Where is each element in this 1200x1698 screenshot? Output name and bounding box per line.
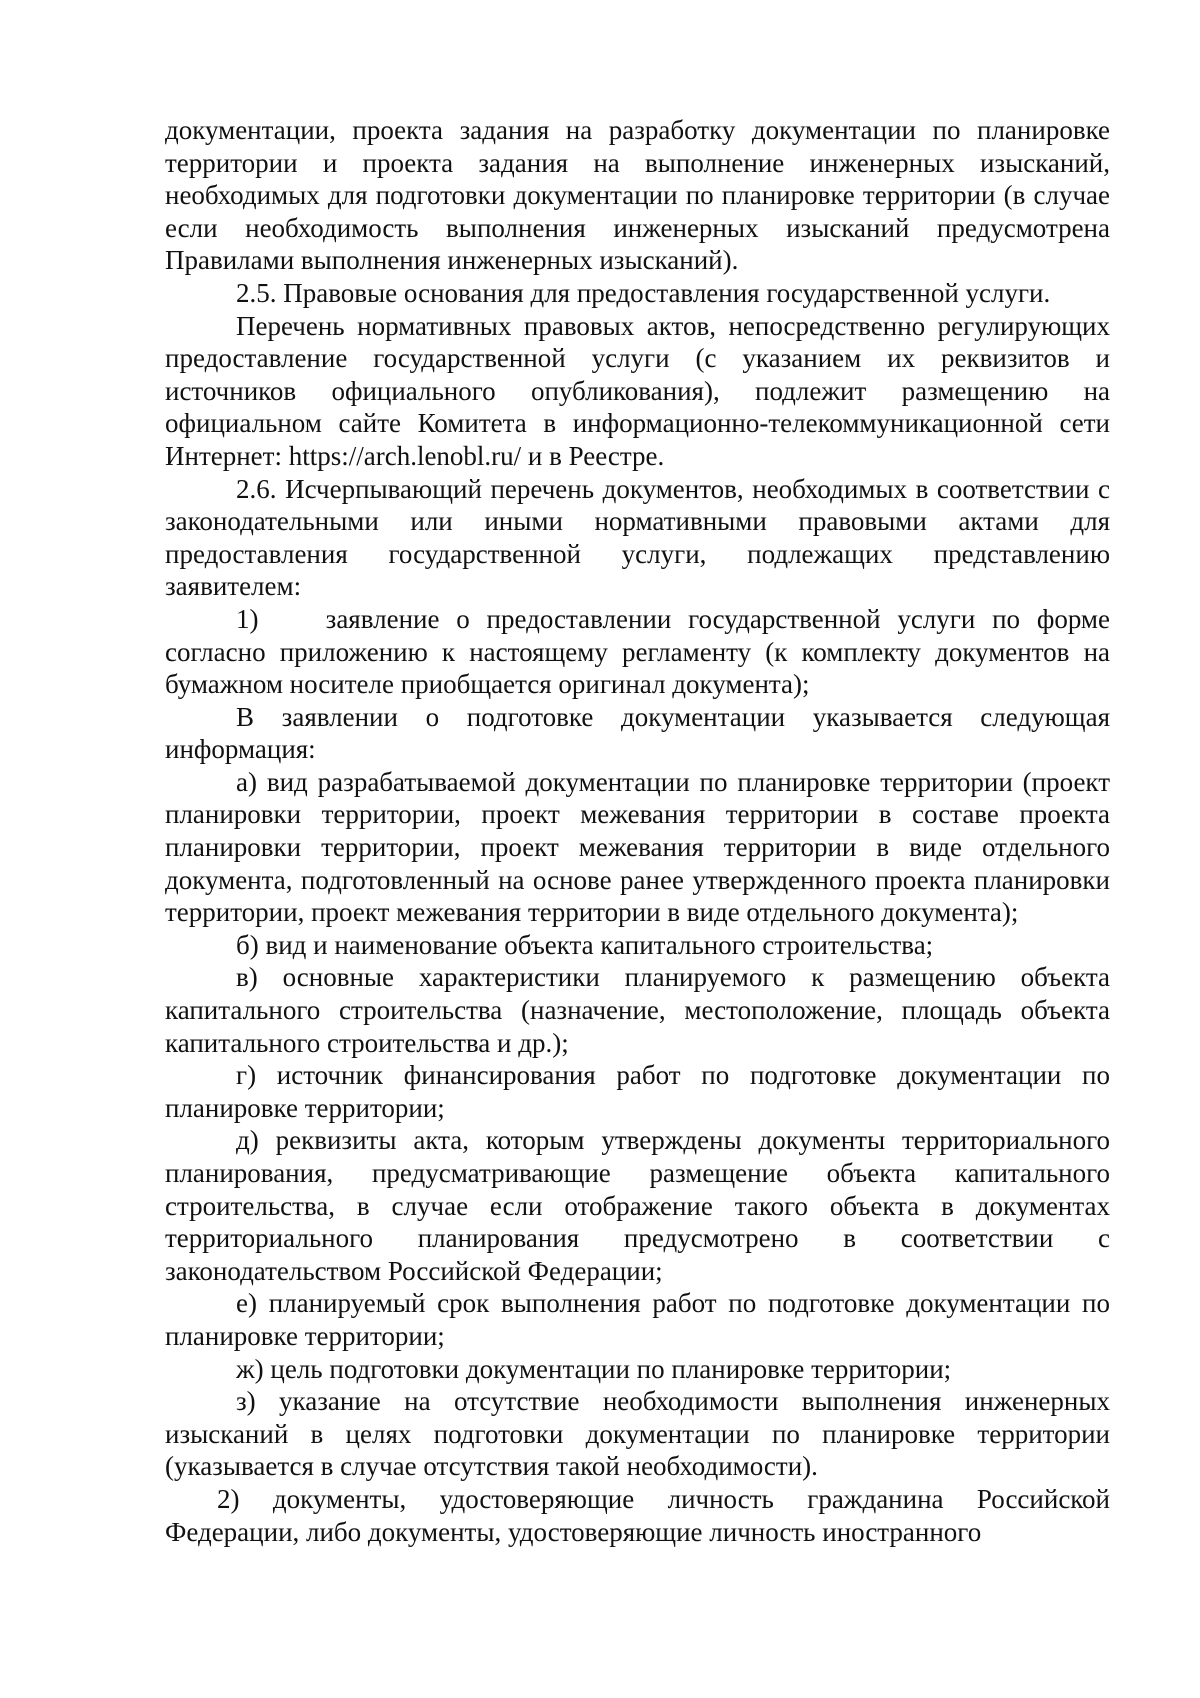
paragraph-section-2-6: 2.6. Исчерпывающий перечень документов, необходимых в соответствии с законодательными или иными нормативными правовыми актами для предоставления государственной услуги, подлежащих представлению заявителем:: [165, 473, 1110, 602]
paragraph-application-info: В заявлении о подготовке документации указывается следующая информация:: [165, 701, 1110, 765]
paragraph-item-2: 2) документы, удостоверяющие личность гражданина Российской Федерации, либо документы, удостоверяющие личность иностранного: [165, 1483, 1110, 1547]
paragraph-item-v: в) основные характеристики планируемого к размещению объекта капитального строительства (назначение, местоположение, площадь объекта капитального строительства и др.);: [165, 962, 1110, 1058]
paragraph-item-e: е) планируемый срок выполнения работ по подготовке документации по планировке территории;: [165, 1288, 1110, 1351]
document-page: [165, 114, 1110, 1548]
paragraph-item-g: г) источник финансирования работ по подготовке документации по планировке территории;: [165, 1060, 1110, 1123]
paragraph-item-a: а) вид разрабатываемой документации по планировке территории (проект планировки территории, проект межевания территории в составе проекта планировки территории, проект межевания территории в виде отдельного документа, подготовленный на основе ранее утвержденного проекта планировки территории, проект межевания территории в виде отдельного документа);: [165, 766, 1110, 928]
paragraph-continuation: документации, проекта задания на разработку документации по планировке территории и проекта задания на выполнение инженерных изысканий, необходимых для подготовки документации по планировке территории (в случае если необходимость выполнения инженерных изысканий предусмотрена Правилами выполнения инженерных изысканий).: [165, 115, 1110, 276]
paragraph-item-zh: ж) цель подготовки документации по планировке территории;: [236, 1353, 952, 1384]
paragraph-item-z: з) указание на отсутствие необходимости выполнения инженерных изысканий в целях подготовки документации по планировке территории (указывается в случае отсутствия такой необходимости).: [165, 1386, 1110, 1482]
paragraph-item-1: 1) заявление о предоставлении государственной услуги по форме согласно приложению к настоящему регламенту (к комплекту документов на бумажном носителе приобщается оригинал документа);: [165, 603, 1110, 700]
paragraph-item-b: б) вид и наименование объекта капитального строительства;: [236, 929, 934, 960]
paragraph-section-2-5: 2.5. Правовые основания для предоставления государственной услуги.: [236, 277, 1051, 308]
paragraph-legal-acts: Перечень нормативных правовых актов, непосредственно регулирующих предоставление государственной услуги (с указанием их реквизитов и источников официального опубликования), подлежит размещению на официальном сайте Комитета в информационно-телекоммуникационной сети Интернет: https://arch.lenobl.ru/ и в Реестре.: [165, 310, 1110, 471]
paragraph-item-d: д) реквизиты акта, которым утверждены документы территориального планирования, предусматривающие размещение объекта капитального строительства, в случае если отображение такого объекта в документах территориального планирования предусмотрено в соответствии с законодательством Российской Федерации;: [165, 1125, 1110, 1286]
